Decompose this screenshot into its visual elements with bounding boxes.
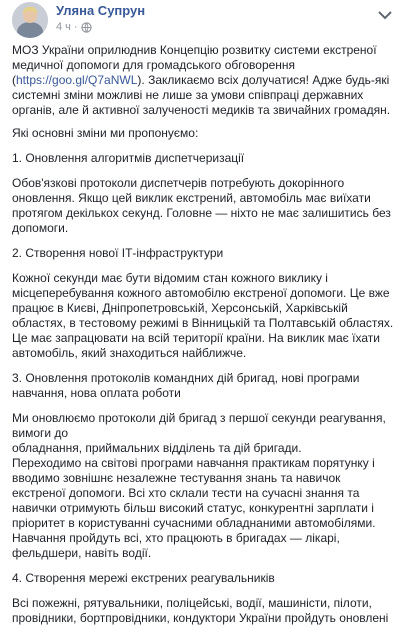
post-body: [12, 43, 397, 626]
section-3-line-2: обладнання, приймальних відділень та дій бригади.: [12, 441, 302, 455]
section-3-line-4: Навчання пройдуть всі, хто працюють в бригадах — лікарі, фельдшери, навіть водії.: [12, 531, 340, 560]
section-1-title: 1. Оновлення алгоритмів диспетчеризації: [12, 151, 245, 165]
section-4-text: Всі пожежні, рятувальники, поліцейські, водії, машиністи, пілоти, провідники, бортпровідники, кондуктори України пройдуть оновлені: [12, 596, 389, 625]
meta-separator: ·: [73, 21, 78, 33]
avatar-photo-icon: [12, 2, 48, 38]
section-3-title: 3. Оновлення протоколів командних дій бригад, нові програми навчання, нова оплата роботи: [12, 371, 360, 400]
concept-link[interactable]: https://goo.gl/Q7aNWL: [16, 73, 138, 87]
changes-heading: Які основні зміни ми пропонуємо:: [12, 126, 199, 140]
post-time[interactable]: 4 ч: [56, 21, 71, 33]
chevron-down-icon: [377, 9, 393, 21]
intro-paragraph: [12, 43, 397, 118]
section-1-text: Обов'язкові протоколи диспетчерів потребують докорінного оновлення. Якщо цей виклик екстрений, автомобіль має виїхати протягом декількох секунд. Головне — ніхто не має залишитись без допомоги.: [12, 176, 391, 235]
intro-text-2: ). Закликаємо всіх долучатися! Адже будь-які системні зміни можливі не лише за умови співпраці державних органів, але й активної залученості медиків та звичайних громадян.: [12, 73, 391, 117]
section-2-text: Кожної секунди має бути відомим стан кожного виклику і місцеперебування кожного автомобілю екстреної допомоги. Це вже працює в Києві, Дніпропетровській, Херсонській, Харківській областях, в тестовому режимі в Вінницькій та Полтавській областях. Це має запрацювати на всій території країни. На виклик має їхати автомобіль, який знаходиться найближче.: [12, 271, 394, 360]
post-header: [0, 0, 403, 40]
section-3-line-1: Ми оновлюємо протоколи дій бригад з першої секунди реагування, вимоги до: [12, 411, 386, 440]
intro-text-1: МОЗ України оприлюднив Концепцію розвитку системи екстреної медичної допомоги для громадського обговорення (: [12, 43, 377, 87]
section-4-title: 4. Створення мережі екстрених реагувальників: [12, 571, 275, 585]
globe-icon: [81, 22, 92, 33]
section-2-title: 2. Створення нової ІТ-інфраструктури: [12, 246, 224, 260]
author-name[interactable]: Уляна Супрун: [56, 3, 146, 18]
section-3-line-3: Переходимо на світові програми навчання практикам порятунку і вводимо зовнішнє незалежне тестування знань та навичок екстреної допомоги. Всі хто склали тести на сучасні знання та навички отримують більш високий статус, конкурентні зарплати і пріоритет в користуванні сучасними обладнаними автомобілями.: [12, 456, 376, 530]
post-options-button[interactable]: [377, 8, 393, 20]
post-meta: [56, 21, 92, 33]
avatar[interactable]: [12, 2, 48, 38]
